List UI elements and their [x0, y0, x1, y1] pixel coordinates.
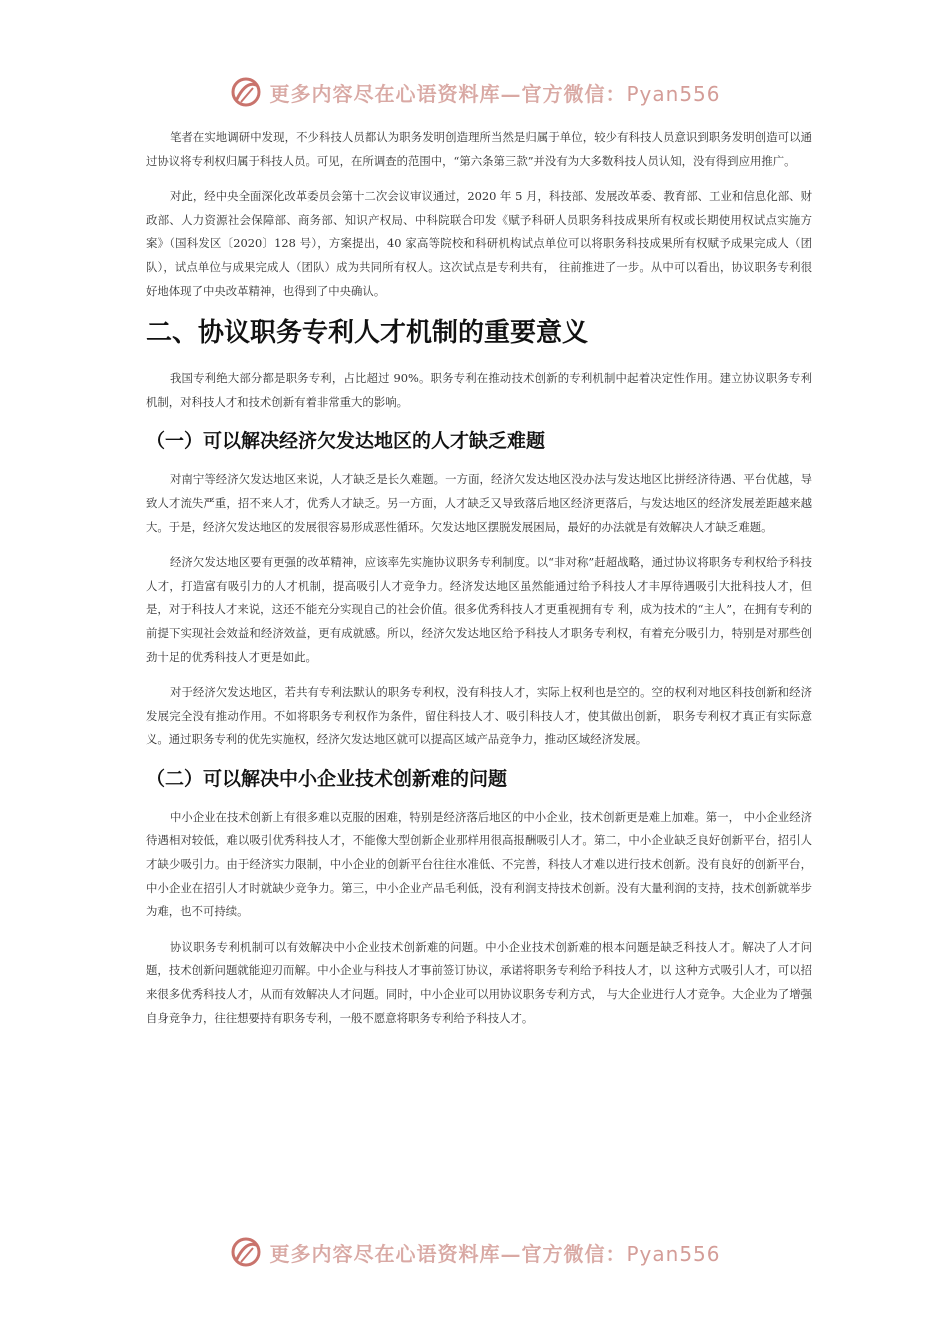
paragraph-4: 对南宁等经济欠发达地区来说，人才缺乏是长久难题。一方面，经济欠发达地区没办法与发达地区比拼经济待遇、平台优越，导致人才流失严重，招不来人才，优秀人才缺乏。另一方面，人才缺乏又导致落后地区经济更落后，与发达地区的经济发展差距越来越大。于是，经济欠发达地区的发展很容易形成恶性循环。欠发达地区摆脱发展困局，最好的办法就是有效解决人才缺乏难题。 — [146, 472, 812, 534]
document-body — [146, 126, 812, 1042]
paragraph-8: 协议职务专利机制可以有效解决中小企业技术创新难的问题。中小企业技术创新难的根本问题是缺乏科技人才。解决了人才问题，技术创新问题就能迎刃而解。中小企业与科技人才事前签订协议，承诺将职务专利给予科技人才，以 这种方式吸引人才，可以招来很多优秀科技人才，从而有效解决人才问题。同时，中小企业可以用协议职务专利方式， 与大企业进行人才竞争。大企业为了增强自身竞争力，往往想要持有职务专利，一般不愿意将职务专利给予科技人才。 — [146, 939, 812, 1025]
brand-logo-icon — [229, 75, 263, 109]
header-banner — [0, 72, 950, 112]
paragraph-3: 我国专利绝大部分都是职务专利，占比超过 90%。职务专利在推动技术创新的专利机制中起着决定性作用。建立协议职务专利机制，对科技人才和技术创新有着非常重大的影响。 — [146, 371, 812, 409]
footer-banner — [0, 1232, 950, 1272]
brand-logo-icon — [229, 1235, 263, 1269]
paragraph-6: 对于经济欠发达地区，若共有专利法默认的职务专利权，没有科技人才，实际上权利也是空的。空的权利对地区科技创新和经济发展完全没有推动作用。不如将职务专利权作为条件，留住科技人才、吸引科技人才，使其做出创新， 职务专利权才真正有实际意义。通过职务专利的优先实施权，经济欠发达地区就可以提高区域产品竞争力，推动区域经济发展。 — [146, 685, 812, 747]
paragraph-2: 对此，经中央全面深化改革委员会第十二次会议审议通过，2020 年 5 月，科技部、发展改革委、教育部、工业和信息化部、财政部、人力资源社会保障部、商务部、知识产权局、中科院联合印发《赋予科研人员职务科技成果所有权或长期使用权试点实施方案》（国科发区〔2020〕128 号），方案提出，40 家高等院校和科研机构试点单位可以将职务科技成果所有权赋予成果完成人（团队），试点单位与成果完成人（团队）成为共同所有权人。这次试点是专利共有， 往前推进了一步。从中可以看出，协议职务专利很好地体现了中央改革精神，也得到了中央确认。 — [146, 189, 812, 298]
paragraph-1: 笔者在实地调研中发现，不少科技人员都认为职务发明创造理所当然是归属于单位，较少有科技人员意识到职务发明创造可以通过协议将专利权归属于科技人员。可见，在所调查的范围中，“第六条第三款”并没有为大多数科技人员认知，没有得到应用推广。 — [146, 130, 812, 168]
banner-text: 更多内容尽在心语资料库—官方微信：Pyan556 — [269, 81, 721, 106]
subsection-heading-2: （二）可以解决中小企业技术创新难的问题 — [146, 767, 508, 790]
paragraph-5: 经济欠发达地区要有更强的改革精神，应该率先实施协议职务专利制度。以“非对称”赶超战略，通过协议将职务专利权给予科技人才，打造富有吸引力的人才机制，提高吸引人才竞争力。经济发达地区虽然能通过给予科技人才丰厚待遇吸引大批科技人才，但是，对于科技人才来说，这还不能充分实现自己的社会价值。很多优秀科技人才更重视拥有专 利，成为技术的“主人”，在拥有专利的前提下实现社会效益和经济效益，更有成就感。所以，经济欠发达地区给予科技人才职务专利权，有着充分吸引力，特别是对那些创劲十足的优秀科技人才更是如此。 — [146, 555, 812, 664]
paragraph-7: 中小企业在技术创新上有很多难以克服的困难，特别是经济落后地区的中小企业，技术创新更是难上加难。第一， 中小企业经济待遇相对较低，难以吸引优秀科技人才，不能像大型创新企业那样用很高报酬吸引人才。第二，中小企业缺乏良好创新平台，招引人才缺少吸引力。由于经济实力限制，中小企业的创新平台往往水准低、不完善，科技人才难以进行技术创新。没有良好的创新平台，中小企业在招引人才时就缺少竞争力。第三，中小企业产品毛利低，没有利润支持技术创新。没有大量利润的支持，技术创新就举步为难，也不可持续。 — [146, 809, 812, 919]
banner-text: 更多内容尽在心语资料库—官方微信：Pyan556 — [269, 1241, 721, 1266]
section-heading: 二、协议职务专利人才机制的重要意义 — [146, 318, 589, 349]
banner-wechat-id: Pyan556 — [626, 81, 721, 106]
banner-wechat-id: Pyan556 — [626, 1241, 721, 1266]
subsection-heading-1: （一）可以解决经济欠发达地区的人才缺乏难题 — [146, 430, 546, 453]
